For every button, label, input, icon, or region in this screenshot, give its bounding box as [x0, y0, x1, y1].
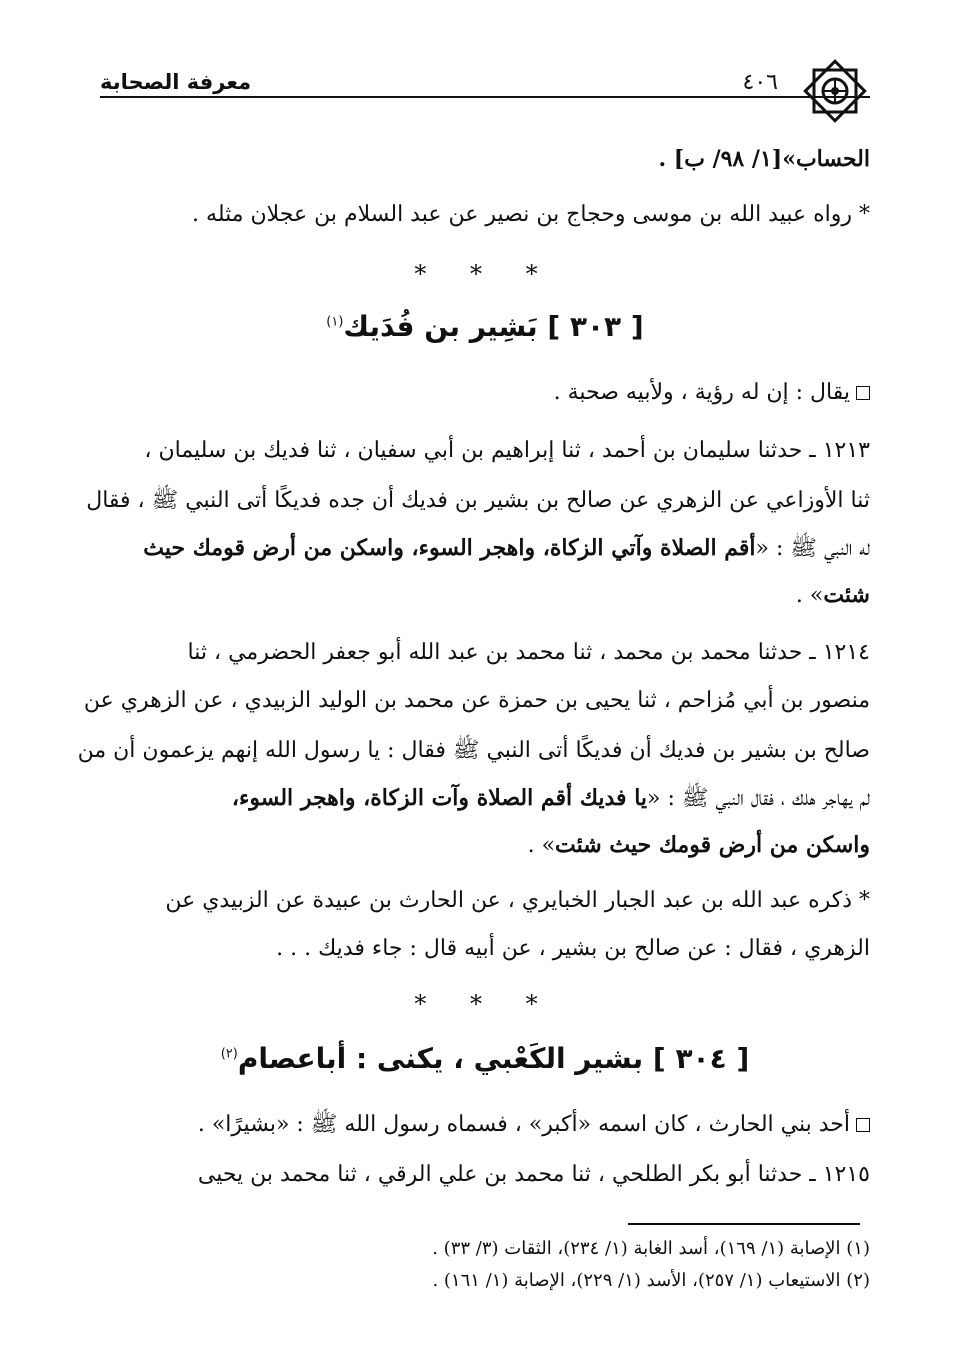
hadith-1214-line: صالح بن بشير بن فديك أن فديكًا أتى النبي ﷺ فقال : يا رسول الله إنهم يزعمون أن من: [77, 738, 870, 763]
hadith-1215-line: ١٢١٥ ـ حدثنا أبو بكر الطلحي ، ثنا محمد بن علي الرقي ، ثنا محمد بن يحيى: [197, 1162, 870, 1187]
square-bullet-icon: [856, 386, 870, 400]
footnote-rule: [628, 1223, 860, 1225]
hadith-1213-line: ١٢١٣ ـ حدثنا سليمان بن أحمد ، ثنا إبراهيم بن أبي سفيان ، ثنا فديك بن سليمان ،: [144, 438, 870, 463]
narration-note: الزهري ، فقال : عن صالح بن بشير ، عن أبيه قال : جاء فديك . . .: [276, 936, 870, 961]
text-line: [100, 146, 870, 172]
hadith-1214-line: منصور بن أبي مُزاحم ، ثنا يحيى بن حمزة عن محمد بن الوليد الزبيدي ، عن الزهري عن: [83, 688, 870, 713]
intro-line: [100, 380, 870, 405]
entry-heading-304: [100, 1042, 870, 1075]
prophetic-saying: أقم الصلاة وآتي الزكاة، واهجر السوء، واسكن من أرض قومك حيث: [143, 535, 756, 561]
intro-text: يقال : إن له رؤية ، ولأبيه صحبة .: [553, 380, 850, 405]
prophetic-saying: واسكن من أرض قومك حيث شئت: [555, 832, 870, 858]
intro-text: أحد بني الحارث ، كان اسمه «أكبر» ، فسماه رسول الله ﷺ : «بشيرًا» .: [197, 1112, 850, 1137]
section-separator: * * *: [414, 990, 556, 1018]
intro-line: [100, 1110, 870, 1142]
running-title: معرفة الصحابة: [100, 70, 252, 94]
hadith-text: لم يهاجر هلك ، فقال النبي ﷺ : «: [647, 786, 870, 811]
octagram-ornament-icon: [800, 56, 870, 126]
footnote: (١) الإصابة (١/ ١٦٩)، أسد الغابة (١/ ٢٣٤)، الثقات (٣/ ٣٣) .: [432, 1238, 870, 1259]
continued-text: الحساب»[١/ ٩٨/ ب] .: [658, 146, 870, 172]
hadith-text: له النبي ﷺ : «: [755, 536, 870, 561]
footnote-ref: (٢): [220, 1046, 238, 1062]
hadith-1214-line: [100, 832, 870, 858]
hadith-text: » .: [795, 583, 824, 608]
hadith-1214-line: ١٢١٤ ـ حدثنا محمد بن محمد ، ثنا محمد بن عبد الله أبو جعفر الحضرمي ، ثنا: [187, 640, 870, 665]
prophetic-saying: شئت: [823, 582, 870, 608]
footnote: (٢) الاستيعاب (١/ ٢٥٧)، الأسد (١/ ٢٢٩)، الإصابة (١/ ١٦١) .: [432, 1270, 870, 1291]
narration-note: * ذكره عبد الله بن عبد الجبار الخبايري ، عن الحارث بن عبيدة عن الزبيدي عن: [165, 888, 870, 913]
narration-note: * رواه عبيد الله بن موسى وحجاج بن نصير عن عبد السلام بن عجلان مثله .: [192, 202, 870, 227]
entry-heading-303: [100, 310, 870, 343]
hadith-text: » .: [527, 833, 556, 858]
hadith-1214-line: [100, 784, 870, 816]
prophetic-saying: يا فديك أقم الصلاة وآت الزكاة، واهجر السوء،: [231, 785, 648, 811]
entry-title: [ ٣٠٣ ] بَشِير بن فُدَيك: [343, 310, 644, 343]
page-number: ٤٠٦: [742, 70, 778, 95]
page-header: [100, 56, 870, 116]
hadith-1213-line: ثنا الأوزاعي عن الزهري عن صالح بن بشير بن فديك أن جده فديكًا أتى النبي ﷺ ، فقال: [86, 488, 870, 513]
square-bullet-icon: [856, 1118, 870, 1132]
footnote-ref: (١): [326, 314, 344, 330]
entry-title: [ ٣٠٤ ] بشير الكَعْبي ، يكنى : أباعصام: [237, 1042, 750, 1075]
section-separator: * * *: [414, 260, 556, 288]
hadith-1213-line: [100, 582, 870, 608]
hadith-1213-line: [100, 534, 870, 566]
header-rule: [100, 96, 870, 98]
